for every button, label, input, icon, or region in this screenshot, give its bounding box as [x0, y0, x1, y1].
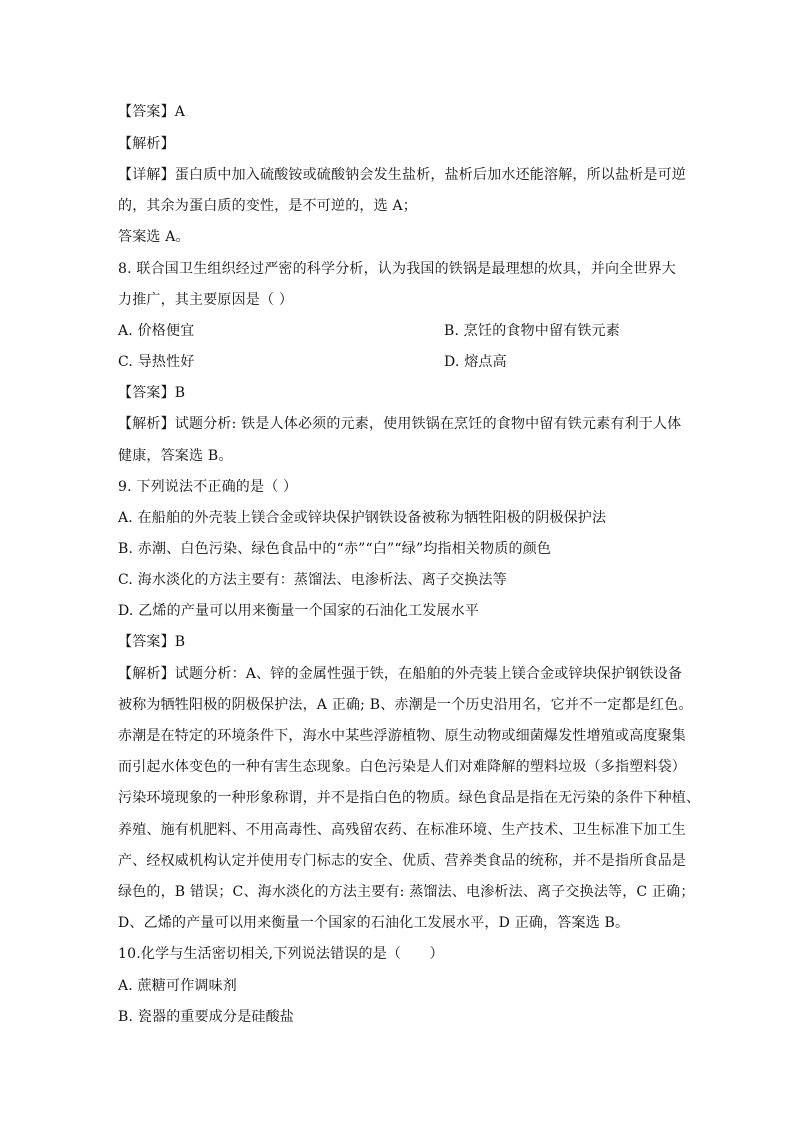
q9-answer: 【答案】B	[118, 634, 186, 650]
q9-analysis-line: 被称为牺牲阳极的阴极保护法，A 正确; B、赤潮是一个历史沿用名，它并不一定都是红色。	[118, 697, 693, 713]
q8-option-d: D. 熔点高	[444, 354, 507, 370]
q8-stem-line: 8. 联合国卫生组织经过严密的科学分析，认为我国的铁锅是最理想的炊具，并向全世界大	[118, 261, 677, 277]
q9-analysis-line: D、乙烯的产量可以用来衡量一个国家的石油化工发展水平，D 正确，答案选 B。	[118, 915, 630, 931]
q8-option-a: A. 价格便宜	[118, 323, 195, 339]
q10-option-b: B. 瓷器的重要成分是硅酸盐	[118, 1009, 294, 1025]
q9-analysis-line: 污染环境现象的一种形象称谓，并不是指白色的物质。绿色食品是指在无污染的条件下种植、	[118, 790, 701, 806]
q9-analysis-line: 产、经权威机构认定并使用专门标志的安全、优质、营养类食品的统称，并不是指所食品是	[118, 853, 686, 869]
q10-stem: 10.化学与生活密切相关,下列说法错误的是（ ）	[118, 946, 444, 962]
q9-option-a: A. 在船舶的外壳装上镁合金或锌块保护钢铁设备被称为牺牲阳极的阴极保护法	[118, 510, 607, 526]
q9-analysis-line: 【解析】试题分析：A、锌的金属性强于铁，在船舶的外壳装上镁合金或锌块保护钢铁设备	[118, 666, 683, 682]
q8-option-b: B. 烹饪的食物中留有铁元素	[444, 323, 620, 339]
q9-analysis-line: 而引起水体变色的一种有害生态现象。白色污染是人们对难降解的塑料垃圾（多指塑料袋）	[118, 759, 686, 775]
q8-analysis-line: 健康，答案选 B。	[118, 448, 233, 464]
q10-option-a: A. 蔗糖可作调味剂	[118, 978, 238, 994]
q8-analysis-line: 【解析】试题分析: 铁是人体必须的元素，使用铁锅在烹饪的食物中留有铁元素有利于人体	[118, 416, 682, 432]
q8-stem-line: 力推广，其主要原因是（ ）	[118, 292, 294, 308]
q9-option-c: C. 海水淡化的方法主要有：蒸馏法、电渗析法、离子交换法等	[118, 572, 507, 588]
q9-option-b: B. 赤潮、白色污染、绿色食品中的“赤”“白”“绿”均指相关物质的颜色	[118, 541, 552, 557]
q8-option-c: C. 导热性好	[118, 354, 195, 370]
q7-conclusion: 答案选 A。	[118, 229, 190, 245]
q9-analysis-line: 绿色的，B 错误；C、海水淡化的方法主要有: 蒸馏法、电渗析法、离子交换法等，C 正确；	[118, 884, 695, 900]
q7-detail-line: 【详解】蛋白质中加入硫酸铵或硫酸钠会发生盐析，盐析后加水还能溶解，所以盐析是可逆	[118, 167, 686, 183]
q9-option-d: D. 乙烯的产量可以用来衡量一个国家的石油化工发展水平	[118, 603, 480, 619]
q7-analysis-heading: 【解析】	[118, 136, 175, 152]
q7-answer: 【答案】A	[118, 104, 186, 120]
q9-analysis-line: 养殖、施有机肥料、不用高毒性、高残留农药、在标准环境、生产技术、卫生标准下加工生	[118, 822, 686, 838]
q9-stem: 9. 下列说法不正确的是（ ）	[118, 479, 298, 495]
q9-analysis-line: 赤潮是在特定的环境条件下，海水中某些浮游植物、原生动物或细菌爆发性增殖或高度聚集	[118, 728, 686, 744]
q7-detail-line: 的，其余为蛋白质的变性，是不可逆的，选 A；	[118, 198, 417, 214]
q8-answer: 【答案】B	[118, 385, 186, 401]
